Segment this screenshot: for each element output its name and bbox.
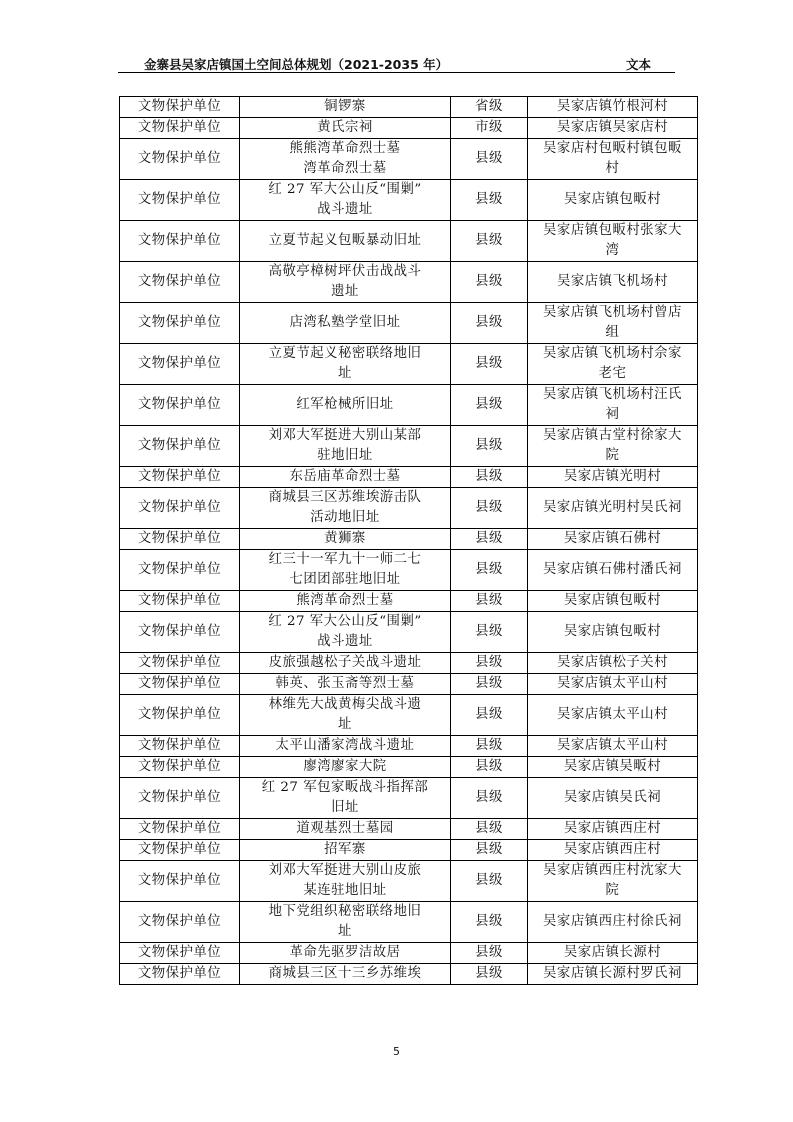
site-type-cell: 文物保护单位 xyxy=(120,303,240,344)
site-name-cell: 招军寨 xyxy=(240,840,451,861)
protection-level-cell: 县级 xyxy=(451,653,528,674)
site-name-cell: 东岳庙革命烈士墓 xyxy=(240,467,451,488)
table-row xyxy=(120,819,698,840)
protection-level-cell: 县级 xyxy=(451,757,528,778)
protection-level-cell: 县级 xyxy=(451,488,528,529)
protection-level-cell: 县级 xyxy=(451,550,528,591)
table-row xyxy=(120,902,698,943)
table-row xyxy=(120,426,698,467)
page-number: 5 xyxy=(393,1045,400,1058)
protection-level-cell: 县级 xyxy=(451,262,528,303)
site-type-cell: 文物保护单位 xyxy=(120,591,240,612)
site-type-cell: 文物保护单位 xyxy=(120,736,240,757)
table-row xyxy=(120,778,698,819)
table-row xyxy=(120,674,698,695)
site-name-cell: 熊熊湾革命烈士墓 湾革命烈士墓 xyxy=(240,139,451,180)
protection-level-cell: 县级 xyxy=(451,778,528,819)
site-type-cell: 文物保护单位 xyxy=(120,943,240,964)
table-row xyxy=(120,840,698,861)
site-location-cell: 吴家店村包畈村镇包畈 村 xyxy=(528,139,698,180)
protection-level-cell: 省级 xyxy=(451,97,528,118)
site-name-cell: 革命先驱罗洁故居 xyxy=(240,943,451,964)
table-row xyxy=(120,180,698,221)
table-row xyxy=(120,344,698,385)
site-location-cell: 吴家店镇松子关村 xyxy=(528,653,698,674)
site-location-cell: 吴家店镇光明村 xyxy=(528,467,698,488)
table-row xyxy=(120,964,698,985)
protection-level-cell: 县级 xyxy=(451,426,528,467)
site-name-cell: 刘邓大军挺进大别山皮旅 某连驻地旧址 xyxy=(240,861,451,902)
site-type-cell: 文物保护单位 xyxy=(120,674,240,695)
table-row xyxy=(120,695,698,736)
site-location-cell: 吴家店镇太平山村 xyxy=(528,736,698,757)
table-row xyxy=(120,529,698,550)
header-rule xyxy=(118,72,675,73)
site-name-cell: 道观基烈士墓园 xyxy=(240,819,451,840)
site-type-cell: 文物保护单位 xyxy=(120,612,240,653)
table-row xyxy=(120,612,698,653)
site-location-cell: 吴家店镇西庄村沈家大 院 xyxy=(528,861,698,902)
site-name-cell: 立夏节起义包畈暴动旧址 xyxy=(240,221,451,262)
site-location-cell: 吴家店镇长源村罗氏祠 xyxy=(528,964,698,985)
site-name-cell: 黄狮寨 xyxy=(240,529,451,550)
protection-level-cell: 县级 xyxy=(451,943,528,964)
site-type-cell: 文物保护单位 xyxy=(120,819,240,840)
table-row xyxy=(120,943,698,964)
site-type-cell: 文物保护单位 xyxy=(120,529,240,550)
page-header xyxy=(118,55,675,73)
site-location-cell: 吴家店镇西庄村 xyxy=(528,819,698,840)
site-location-cell: 吴家店镇飞机场村曾店 组 xyxy=(528,303,698,344)
site-name-cell: 地下党组织秘密联络地旧 址 xyxy=(240,902,451,943)
site-type-cell: 文物保护单位 xyxy=(120,467,240,488)
protection-level-cell: 县级 xyxy=(451,139,528,180)
site-name-cell: 店湾私塾学堂旧址 xyxy=(240,303,451,344)
site-type-cell: 文物保护单位 xyxy=(120,695,240,736)
site-name-cell: 太平山潘家湾战斗遗址 xyxy=(240,736,451,757)
protection-level-cell: 市级 xyxy=(451,118,528,139)
protection-level-cell: 县级 xyxy=(451,344,528,385)
site-type-cell: 文物保护单位 xyxy=(120,488,240,529)
site-type-cell: 文物保护单位 xyxy=(120,118,240,139)
site-type-cell: 文物保护单位 xyxy=(120,550,240,591)
site-name-cell: 红 27 军大公山反“围剿” 战斗遗址 xyxy=(240,612,451,653)
site-location-cell: 吴家店镇飞机场村佘家 老宅 xyxy=(528,344,698,385)
site-type-cell: 文物保护单位 xyxy=(120,964,240,985)
site-location-cell: 吴家店镇石佛村潘氏祠 xyxy=(528,550,698,591)
table-row xyxy=(120,467,698,488)
document-type-label: 文本 xyxy=(625,57,651,72)
site-location-cell: 吴家店镇吴畈村 xyxy=(528,757,698,778)
site-location-cell: 吴家店镇西庄村 xyxy=(528,840,698,861)
site-location-cell: 吴家店镇吴家店村 xyxy=(528,118,698,139)
site-location-cell: 吴家店镇太平山村 xyxy=(528,674,698,695)
protection-level-cell: 县级 xyxy=(451,221,528,262)
protection-level-cell: 县级 xyxy=(451,840,528,861)
table-row xyxy=(120,262,698,303)
protection-level-cell: 县级 xyxy=(451,529,528,550)
site-location-cell: 吴家店镇吴氏祠 xyxy=(528,778,698,819)
site-name-cell: 廖湾廖家大院 xyxy=(240,757,451,778)
site-location-cell: 吴家店镇光明村吴氏祠 xyxy=(528,488,698,529)
protection-level-cell: 县级 xyxy=(451,591,528,612)
site-name-cell: 铜锣寨 xyxy=(240,97,451,118)
site-type-cell: 文物保护单位 xyxy=(120,861,240,902)
protection-level-cell: 县级 xyxy=(451,385,528,426)
site-location-cell: 吴家店镇古堂村徐家大 院 xyxy=(528,426,698,467)
table-row xyxy=(120,550,698,591)
protection-level-cell: 县级 xyxy=(451,612,528,653)
table-row xyxy=(120,139,698,180)
site-name-cell: 韩英、张玉斋等烈士墓 xyxy=(240,674,451,695)
protection-level-cell: 县级 xyxy=(451,861,528,902)
site-type-cell: 文物保护单位 xyxy=(120,262,240,303)
table-row xyxy=(120,757,698,778)
site-type-cell: 文物保护单位 xyxy=(120,139,240,180)
protection-level-cell: 县级 xyxy=(451,736,528,757)
table-row xyxy=(120,591,698,612)
site-type-cell: 文物保护单位 xyxy=(120,344,240,385)
site-name-cell: 高敬亭樟树坪伏击战战斗 遗址 xyxy=(240,262,451,303)
site-location-cell: 吴家店镇飞机场村 xyxy=(528,262,698,303)
site-name-cell: 黄氏宗祠 xyxy=(240,118,451,139)
document-title: 金寨县吴家店镇国土空间总体规划（2021-2035 年） xyxy=(144,57,449,72)
site-name-cell: 立夏节起义秘密联络地旧 址 xyxy=(240,344,451,385)
site-location-cell: 吴家店镇太平山村 xyxy=(528,695,698,736)
table-row xyxy=(120,861,698,902)
site-location-cell: 吴家店镇竹根河村 xyxy=(528,97,698,118)
site-location-cell: 吴家店镇长源村 xyxy=(528,943,698,964)
table-row xyxy=(120,385,698,426)
site-type-cell: 文物保护单位 xyxy=(120,902,240,943)
table-row xyxy=(120,118,698,139)
protection-level-cell: 县级 xyxy=(451,674,528,695)
table-row xyxy=(120,736,698,757)
site-name-cell: 红三十一军九十一师二七 七团团部驻地旧址 xyxy=(240,550,451,591)
site-name-cell: 商城县三区苏维埃游击队 活动地旧址 xyxy=(240,488,451,529)
site-name-cell: 红军枪械所旧址 xyxy=(240,385,451,426)
site-type-cell: 文物保护单位 xyxy=(120,757,240,778)
site-type-cell: 文物保护单位 xyxy=(120,180,240,221)
site-type-cell: 文物保护单位 xyxy=(120,385,240,426)
site-name-cell: 刘邓大军挺进大别山某部 驻地旧址 xyxy=(240,426,451,467)
site-name-cell: 林维先大战黄梅尖战斗遗 址 xyxy=(240,695,451,736)
site-location-cell: 吴家店镇包畈村张家大 湾 xyxy=(528,221,698,262)
site-type-cell: 文物保护单位 xyxy=(120,97,240,118)
site-type-cell: 文物保护单位 xyxy=(120,778,240,819)
table-row xyxy=(120,221,698,262)
protection-level-cell: 县级 xyxy=(451,964,528,985)
protection-level-cell: 县级 xyxy=(451,695,528,736)
site-location-cell: 吴家店镇西庄村徐氏祠 xyxy=(528,902,698,943)
protection-level-cell: 县级 xyxy=(451,180,528,221)
protection-level-cell: 县级 xyxy=(451,902,528,943)
site-location-cell: 吴家店镇包畈村 xyxy=(528,180,698,221)
site-name-cell: 皮旅强越松子关战斗遗址 xyxy=(240,653,451,674)
heritage-sites-table xyxy=(119,96,698,985)
site-type-cell: 文物保护单位 xyxy=(120,221,240,262)
site-name-cell: 商城县三区十三乡苏维埃 xyxy=(240,964,451,985)
site-location-cell: 吴家店镇包畈村 xyxy=(528,612,698,653)
table-row xyxy=(120,303,698,344)
site-name-cell: 红 27 军包家畈战斗指挥部 旧址 xyxy=(240,778,451,819)
site-location-cell: 吴家店镇包畈村 xyxy=(528,591,698,612)
table-row xyxy=(120,488,698,529)
site-name-cell: 红 27 军大公山反“围剿” 战斗遗址 xyxy=(240,180,451,221)
site-location-cell: 吴家店镇石佛村 xyxy=(528,529,698,550)
table-row xyxy=(120,653,698,674)
protection-level-cell: 县级 xyxy=(451,303,528,344)
table-row xyxy=(120,97,698,118)
protection-level-cell: 县级 xyxy=(451,467,528,488)
site-type-cell: 文物保护单位 xyxy=(120,426,240,467)
site-type-cell: 文物保护单位 xyxy=(120,653,240,674)
site-type-cell: 文物保护单位 xyxy=(120,840,240,861)
site-name-cell: 熊湾革命烈士墓 xyxy=(240,591,451,612)
heritage-sites-table-body xyxy=(120,97,698,985)
protection-level-cell: 县级 xyxy=(451,819,528,840)
site-location-cell: 吴家店镇飞机场村汪氏 祠 xyxy=(528,385,698,426)
